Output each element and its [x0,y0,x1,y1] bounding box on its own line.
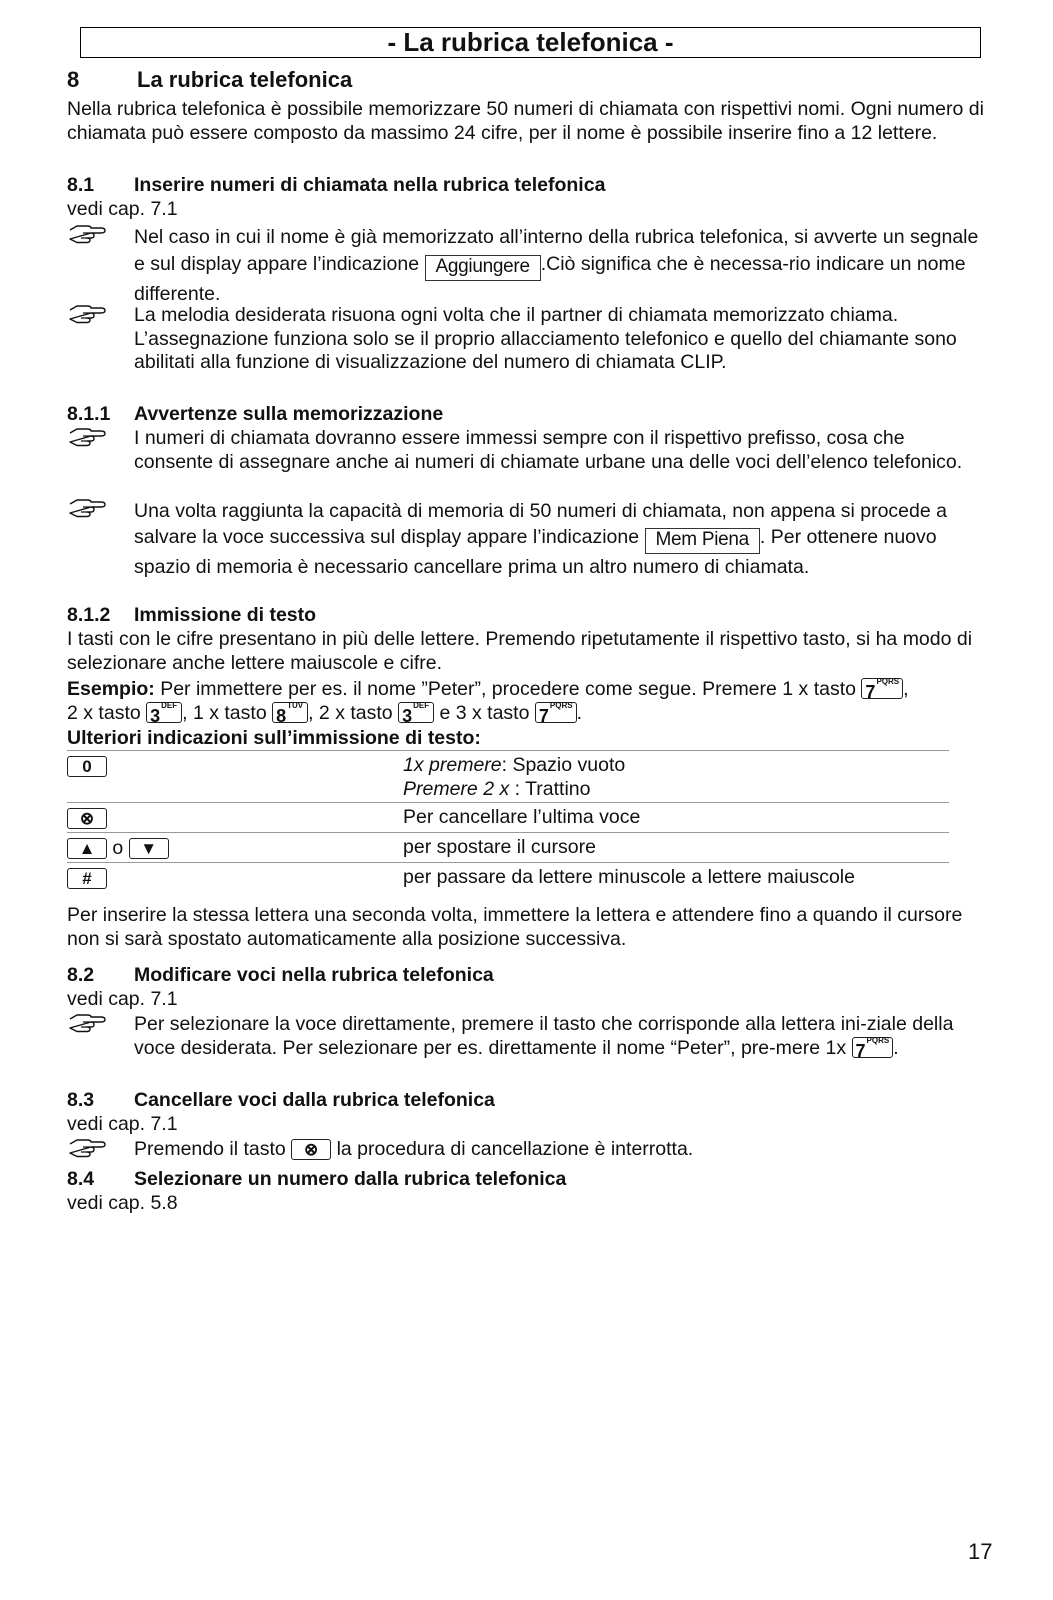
example-label: Esempio: [67,678,155,700]
note-text: La melodia desiderata risuona ogni volta che il partner di chiamata memorizzato chiama. L’assegnazione funziona solo se il proprio allacciamento telefonico e quello del chiamante sono abilitati alla funzione di visualizzazione del numero di chiamata CLIP. [134,304,957,373]
example-paragraph [67,678,987,725]
key-3-def: $3^{DEF}$ [146,702,182,723]
note-text: Una volta raggiunta la capacità di memoria di 50 numeri di chiamata, non appena si procede a salvare la voce successiva sul display appare l’indicazione [134,500,947,548]
section-number: 8.2 [67,964,95,986]
pointing-hand-icon [67,496,107,518]
delete-key-icon: ⊗ [291,1139,331,1160]
table-cell-text: Per cancellare l’ultima voce [403,806,641,828]
table-row [67,862,949,893]
table-cell-text: per spostare il cursore [403,836,596,858]
pointing-hand-icon [67,1136,107,1158]
example-text: e 3 x tasto [434,701,535,724]
section-title: Modificare voci nella rubrica telefonica [134,964,494,986]
note-prefix [67,427,987,474]
or-text: o [112,837,124,859]
section-8-1-2-body: I tasti con le cifre presentano in più delle lettere. Premendo ripetutamente il rispettivo tasto, si ha modo di selezionare anche lettere maiuscole e cifre. [67,628,973,674]
note-text-cont: . [893,1036,899,1059]
arrow-down-key-icon: ▼ [129,838,169,859]
section-8-heading [67,68,352,92]
hash-key: # [67,868,107,889]
key-7-pqrs: $7^{PQRS}$ [535,702,577,723]
section-8-3-heading [67,1089,495,1113]
section-number: 8.1.1 [67,403,111,425]
example-text: , [903,678,909,700]
table-cell-text: : Trattino [509,777,591,800]
section-8-2-heading [67,964,494,988]
note-direct-select [67,1013,987,1060]
section-8-3-ref: vedi cap. 7.1 [67,1113,178,1135]
note-text-cont: la procedura di cancellazione è interrotta. [331,1138,694,1160]
example-text: Per immettere per es. il nome ”Peter”, procedere come segue. Premere 1 x tasto [154,678,862,700]
section-8-body: Nella rubrica telefonica è possibile memorizzare 50 numeri di chiamata con rispettivi nomi. Ogni numero di chiamata può essere composto da massimo 24 cifre, per il nome è possibile inserire fino a 12 lettere. [67,98,984,144]
delete-key-icon: ⊗ [67,808,107,829]
section-number: 8.1 [67,174,95,196]
pointing-hand-icon [67,302,107,324]
key-8-tuv: $8^{TUV}$ [272,702,308,723]
key-3-def: $3^{DEF}$ [398,702,434,723]
section-number: 8 [67,67,80,92]
section-8-1-1-heading [67,403,443,427]
key-7-pqrs: $7^{PQRS}$ [861,678,903,699]
example-text: , 2 x tasto [308,701,399,724]
section-number: 8.3 [67,1089,95,1111]
note-text: Nel caso in cui il nome è già memorizzato all’interno della rubrica telefonica, si avverte un segnale e sul display appare l’indicazione [134,226,979,275]
key-7-pqrs: $7^{PQRS}$ [852,1037,894,1058]
arrow-up-key-icon: ▲ [67,838,107,859]
note-text: Per selezionare la voce direttamente, premere il tasto che corrisponde alla lettera ini-ziale della voce desiderata. Per selezionare per es. direttamente il nome “Peter”, pre-mere 1x [134,1013,954,1059]
example-text: , 1 x tasto [182,701,273,724]
note-text: I numeri di chiamata dovranno essere immessi sempre con il rispettivo prefisso, cosa che consente di assegnare anche ai numeri di chiamate urbane una delle voci dell’elenco telefonico. [134,427,963,473]
pointing-hand-icon [67,222,107,244]
note-text-cont: . Per ottenere nuovo spazio di memoria è necessario cancellare prima un altro numero di chiamata. [134,526,937,578]
section-8-1-2-heading [67,604,316,628]
more-indications-title: Ulteriori indicazioni sull’immissione di testo: [67,727,481,749]
note-memory-full [67,498,987,580]
section-title: Avvertenze sulla memorizzazione [134,403,444,425]
table-cell-text: per passare da lettere minuscole a lettere maiuscole [403,866,855,888]
pointing-hand-icon [67,1011,107,1033]
note-name-exists [67,224,987,308]
table-cell-text: Premere 2 x [403,777,510,800]
note-text: Premendo il tasto [134,1138,292,1160]
section-title: Inserire numeri di chiamata nella rubrica telefonica [134,174,606,196]
section-title: Immissione di testo [134,604,317,626]
section-8-1-heading [67,174,605,198]
page-number: 17 [968,1539,993,1564]
example-text: 2 x tasto [67,701,147,724]
table-cell-text: : Spazio vuoto [501,754,626,776]
same-letter-paragraph: Per inserire la stessa lettera una seconda volta, immettere la lettera e attendere fino a quando il cursore non si sarà spostato automaticamente alla posizione successiva. [67,904,963,950]
section-8-4-heading [67,1168,566,1192]
section-8-4-ref: vedi cap. 5.8 [67,1192,178,1214]
section-number: 8.1.2 [67,604,111,626]
table-row [67,750,949,803]
section-title: Selezionare un numero dalla rubrica telefonica [134,1168,567,1190]
page-header-title: - La rubrica telefonica - [80,27,981,58]
display-indicator-aggiungere: Aggiungere [425,255,541,281]
display-indicator-mem-piena: Mem Piena [645,528,760,554]
section-number: 8.4 [67,1168,95,1190]
table-row [67,832,949,863]
section-title: Cancellare voci dalla rubrica telefonica [134,1089,495,1111]
section-8-1-ref: vedi cap. 7.1 [67,198,178,220]
note-melody [67,304,987,375]
table-row [67,802,949,833]
section-8-2-ref: vedi cap. 7.1 [67,988,178,1010]
pointing-hand-icon [67,425,107,447]
section-title: La rubrica telefonica [137,67,353,92]
table-cell-text: 1x premere [403,754,502,776]
key-0: 0 [67,756,107,777]
note-text-cont: .Ciò significa che è necessa-rio indicare un nome differente. [134,253,966,305]
note-cancel-delete [67,1138,987,1162]
example-text: . [576,701,582,724]
